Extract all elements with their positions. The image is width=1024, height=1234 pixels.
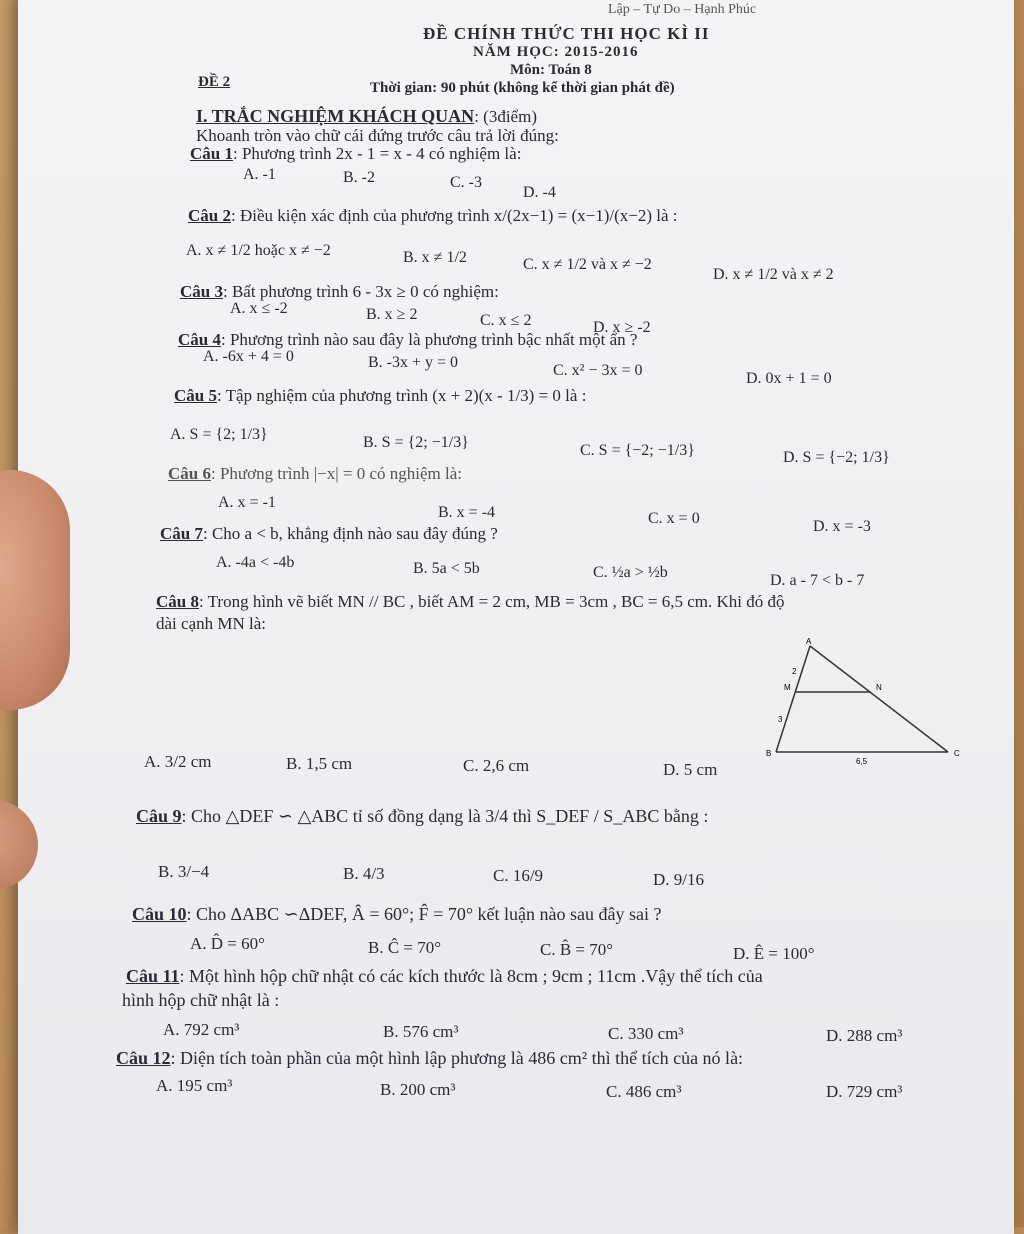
question-text: : Phương trình nào sau đây là phương trình bậc nhất một ẩn ? bbox=[220, 330, 638, 349]
exam-code: ĐỀ 2 bbox=[198, 74, 231, 90]
question-text: : Trong hình vẽ biết MN // BC , biết AM = 2 cm, MB = 3cm , BC = 6,5 cm. Khi đó độ bbox=[198, 592, 785, 611]
label-a: A bbox=[806, 637, 812, 646]
option[interactable]: C. 2,6 cm bbox=[463, 756, 530, 775]
question-9 bbox=[136, 806, 708, 827]
question-8-cont: dài cạnh MN là: bbox=[156, 614, 266, 633]
option[interactable]: B. Ĉ = 70° bbox=[368, 938, 442, 957]
option[interactable]: D. S = {−2; 1/3} bbox=[783, 449, 890, 466]
label-am: 2 bbox=[792, 667, 797, 676]
question-text: : Bất phương trình 6 - 3x ≥ 0 có nghiệm: bbox=[222, 282, 499, 301]
option[interactable]: B. 3/−4 bbox=[158, 862, 210, 881]
option[interactable]: C. x = 0 bbox=[648, 510, 700, 527]
option[interactable]: B. 4/3 bbox=[343, 864, 385, 883]
question-label: Câu 12 bbox=[116, 1048, 171, 1068]
question-11 bbox=[126, 966, 763, 987]
question-label: Câu 9 bbox=[136, 806, 182, 826]
option[interactable]: B. x ≠ 1/2 bbox=[403, 249, 467, 266]
question-6 bbox=[168, 464, 462, 484]
label-mb: 3 bbox=[778, 715, 783, 724]
question-11-cont: hình hộp chữ nhật là : bbox=[122, 990, 280, 1010]
label-b: B bbox=[766, 749, 772, 758]
option[interactable]: A. -4a < -4b bbox=[216, 554, 295, 571]
question-label: Câu 3 bbox=[180, 282, 223, 301]
option[interactable]: D. 0x + 1 = 0 bbox=[746, 370, 832, 387]
question-text: : Phương trình |−x| = 0 có nghiệm là: bbox=[210, 464, 462, 483]
side-ab bbox=[776, 646, 810, 752]
option[interactable]: A. -1 bbox=[243, 166, 276, 183]
question-4 bbox=[178, 330, 637, 350]
national-motto: Lập – Tự Do – Hạnh Phúc bbox=[608, 2, 757, 17]
option[interactable]: C. S = {−2; −1/3} bbox=[580, 442, 695, 459]
option[interactable]: B. -3x + y = 0 bbox=[368, 354, 459, 371]
option[interactable]: B. -2 bbox=[343, 169, 375, 186]
option[interactable]: A. 195 cm³ bbox=[156, 1076, 233, 1095]
option[interactable]: D. 9/16 bbox=[653, 870, 704, 889]
option[interactable]: A. D̂ = 60° bbox=[190, 934, 265, 953]
exam-title: ĐỀ CHÍNH THỨC THI HỌC KÌ II bbox=[423, 24, 710, 43]
question-1 bbox=[190, 144, 521, 164]
section-heading bbox=[196, 106, 537, 127]
question-label: Câu 10 bbox=[132, 904, 187, 924]
option[interactable]: C. x ≤ 2 bbox=[480, 312, 532, 329]
option[interactable]: B. 576 cm³ bbox=[383, 1022, 459, 1041]
question-10 bbox=[132, 904, 661, 925]
option[interactable]: C. B̂ = 70° bbox=[540, 940, 614, 959]
option[interactable]: D. x = -3 bbox=[813, 518, 871, 535]
option[interactable]: C. x² − 3x = 0 bbox=[553, 362, 643, 379]
question-text: : Phương trình 2x - 1 = x - 4 có nghiệm là: bbox=[232, 144, 522, 163]
option[interactable]: B. 1,5 cm bbox=[286, 754, 353, 773]
question-label: Câu 7 bbox=[160, 524, 203, 543]
school-year: NĂM HỌC: 2015-2016 bbox=[473, 44, 639, 60]
option[interactable]: C. 486 cm³ bbox=[606, 1082, 682, 1101]
option[interactable]: D. -4 bbox=[523, 184, 556, 201]
option[interactable]: D. x ≠ 1/2 và x ≠ 2 bbox=[713, 266, 834, 283]
question-2 bbox=[188, 206, 678, 226]
question-label: Câu 6 bbox=[168, 464, 211, 483]
option[interactable]: C. x ≠ 1/2 và x ≠ −2 bbox=[523, 256, 652, 273]
label-n: N bbox=[876, 683, 882, 692]
option[interactable]: D. Ê = 100° bbox=[733, 944, 815, 963]
question-label: Câu 11 bbox=[126, 966, 180, 986]
option[interactable]: B. S = {2; −1/3} bbox=[363, 434, 469, 451]
option[interactable]: B. x ≥ 2 bbox=[366, 306, 418, 323]
question-label: Câu 1 bbox=[190, 144, 233, 163]
option[interactable]: D. 288 cm³ bbox=[826, 1026, 903, 1045]
question-label: Câu 8 bbox=[156, 592, 199, 611]
question-text: : Cho △DEF ∽ △ABC tỉ số đồng dạng là 3/4 thì S_DEF / S_ABC bằng : bbox=[181, 806, 709, 826]
label-bc: 6,5 bbox=[856, 757, 868, 766]
question-7 bbox=[160, 524, 498, 544]
question-text: : Cho a < b, khẳng định nào sau đây đúng ? bbox=[202, 524, 498, 543]
question-text: : Một hình hộp chữ nhật có các kích thước là 8cm ; 9cm ; 11cm .Vậy thể tích của bbox=[179, 966, 763, 986]
option[interactable]: A. x = -1 bbox=[218, 494, 276, 511]
question-label: Câu 2 bbox=[188, 206, 231, 225]
option[interactable]: C. -3 bbox=[450, 174, 482, 191]
option[interactable]: D. x ≥ -2 bbox=[593, 319, 651, 336]
option[interactable]: B. 200 cm³ bbox=[380, 1080, 456, 1099]
option[interactable]: D. 5 cm bbox=[663, 760, 718, 779]
option[interactable]: A. 792 cm³ bbox=[163, 1020, 240, 1039]
question-text: : Diện tích toàn phần của một hình lập phương là 486 cm² thì thể tích của nó là: bbox=[170, 1048, 744, 1068]
option[interactable]: C. ½a > ½b bbox=[593, 564, 668, 581]
instruction: Khoanh tròn vào chữ cái đứng trước câu trả lời đúng: bbox=[196, 126, 559, 145]
exam-paper bbox=[18, 0, 1014, 1234]
option[interactable]: A. S = {2; 1/3} bbox=[170, 426, 268, 443]
section-points: : (3điểm) bbox=[474, 107, 537, 126]
holding-hand bbox=[0, 470, 70, 710]
question-text: : Tập nghiệm của phương trình (x + 2)(x - 1/3) = 0 là : bbox=[216, 386, 587, 405]
question-8 bbox=[156, 592, 785, 612]
option[interactable]: D. 729 cm³ bbox=[826, 1082, 903, 1101]
question-5 bbox=[174, 386, 586, 406]
option[interactable]: D. a - 7 < b - 7 bbox=[770, 572, 865, 589]
triangle-figure bbox=[748, 634, 978, 774]
option[interactable]: B. 5a < 5b bbox=[413, 560, 480, 577]
option[interactable]: A. x ≤ -2 bbox=[230, 300, 288, 317]
side-ac bbox=[810, 646, 948, 752]
time-limit: Thời gian: 90 phút (không kể thời gian phát đề) bbox=[370, 80, 675, 96]
question-text: : Điều kiện xác định của phương trình x/(2x−1) = (x−1)/(x−2) là : bbox=[230, 206, 678, 225]
option[interactable]: A. x ≠ 1/2 hoặc x ≠ −2 bbox=[186, 242, 331, 259]
section-title: I. TRẮC NGHIỆM KHÁCH QUAN bbox=[196, 106, 475, 126]
label-c: C bbox=[954, 749, 960, 758]
option[interactable]: B. x = -4 bbox=[438, 504, 496, 521]
question-label: Câu 4 bbox=[178, 330, 221, 349]
option[interactable]: A. -6x + 4 = 0 bbox=[203, 348, 294, 365]
label-m: M bbox=[784, 683, 791, 692]
subject: Môn: Toán 8 bbox=[510, 62, 592, 78]
option[interactable]: C. 330 cm³ bbox=[608, 1024, 684, 1043]
option[interactable]: A. 3/2 cm bbox=[144, 752, 212, 771]
question-label: Câu 5 bbox=[174, 386, 217, 405]
question-12 bbox=[116, 1048, 743, 1069]
question-text: : Cho ΔABC ∽ΔDEF, Â = 60°; F̂ = 70° kết luận nào sau đây sai ? bbox=[186, 904, 662, 924]
option[interactable]: C. 16/9 bbox=[493, 866, 544, 885]
question-3 bbox=[180, 282, 499, 302]
